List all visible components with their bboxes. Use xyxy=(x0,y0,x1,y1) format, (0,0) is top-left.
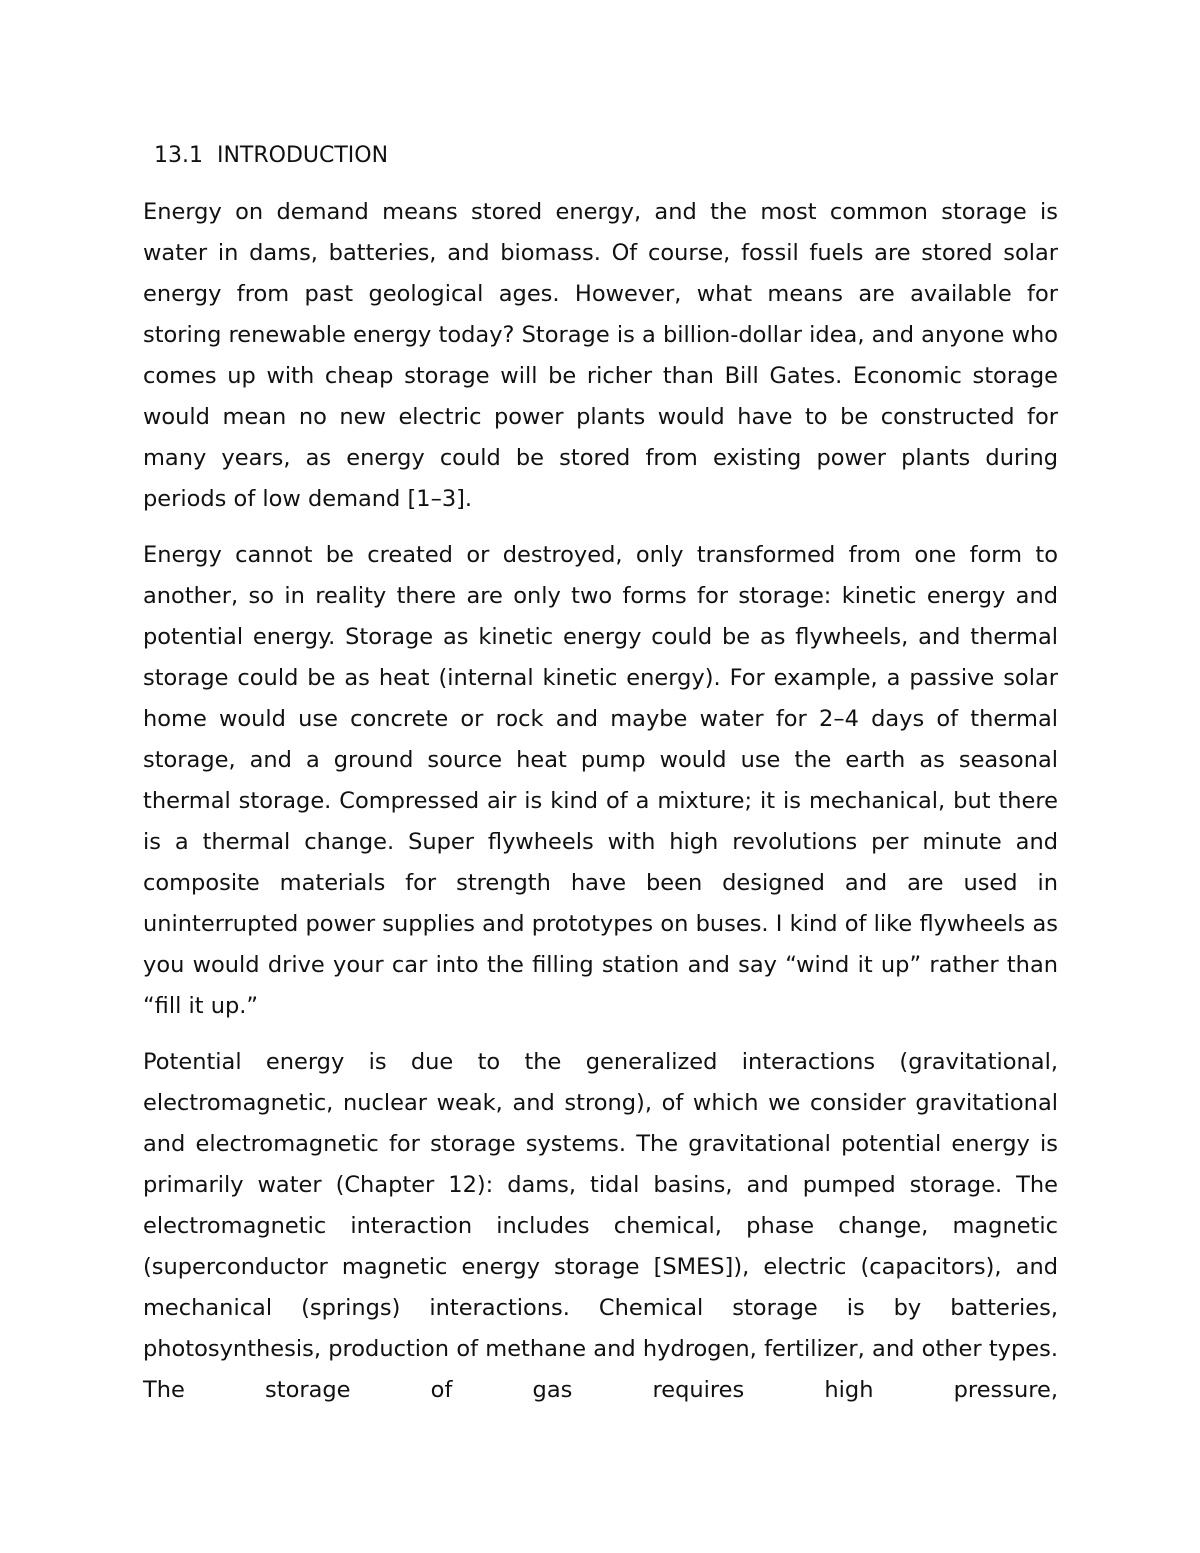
paragraph-potential-energy: Potential energy is due to the generalized interactions (gravitational, electromagnetic, nuclear weak, and strong), of which we consider gravitational and electromagnetic for storage systems. The gravitational potential energy is primarily water (Chapter 12): dams, tidal basins, and pumped storage. The electromagnetic interaction includes chemical, phase change, magnetic (superconductor magnetic energy storage [SMES]), electric (capacitors), and mechanical (springs) interactions. Chemical storage is by batteries, photosynthesis, production of methane and hydrogen, fertilizer, and other types. The storage of gas requires high pressure, xyxy=(143,1049,1058,1403)
paragraph-kinetic-potential: Energy cannot be created or destroyed, only transformed from one form to another, so in reality there are only two forms for storage: kinetic energy and potential energy. Storage as kinetic energy could be as flywheels, and thermal storage could be as heat (internal kinetic energy). For example, a passive solar home would use concrete or rock and maybe water for 2–4 days of thermal storage, and a ground source heat pump would use the earth as seasonal thermal storage. Compressed air is kind of a mixture; it is mechanical, but there is a thermal change. Super flywheels with high revolutions per minute and composite materials for strength have been designed and are used in uninterrupted power supplies and prototypes on buses. I kind of like flywheels as you would drive your car into the filling station and say “wind it up” rather than “fill it up.” xyxy=(143,542,1058,1019)
paragraph-energy-on-demand: Energy on demand means stored energy, and the most common storage is water in dams, batteries, and biomass. Of course, fossil fuels are stored solar energy from past geological ages. However, what means are available for storing renewable energy today? Storage is a billion-dollar idea, and anyone who comes up with cheap storage will be richer than Bill Gates. Economic storage would mean no new electric power plants would have to be constructed for many years, as energy could be stored from existing power plants during periods of low demand [1–3]. xyxy=(143,199,1058,512)
section-heading: 13.1 INTRODUCTION xyxy=(147,143,389,168)
